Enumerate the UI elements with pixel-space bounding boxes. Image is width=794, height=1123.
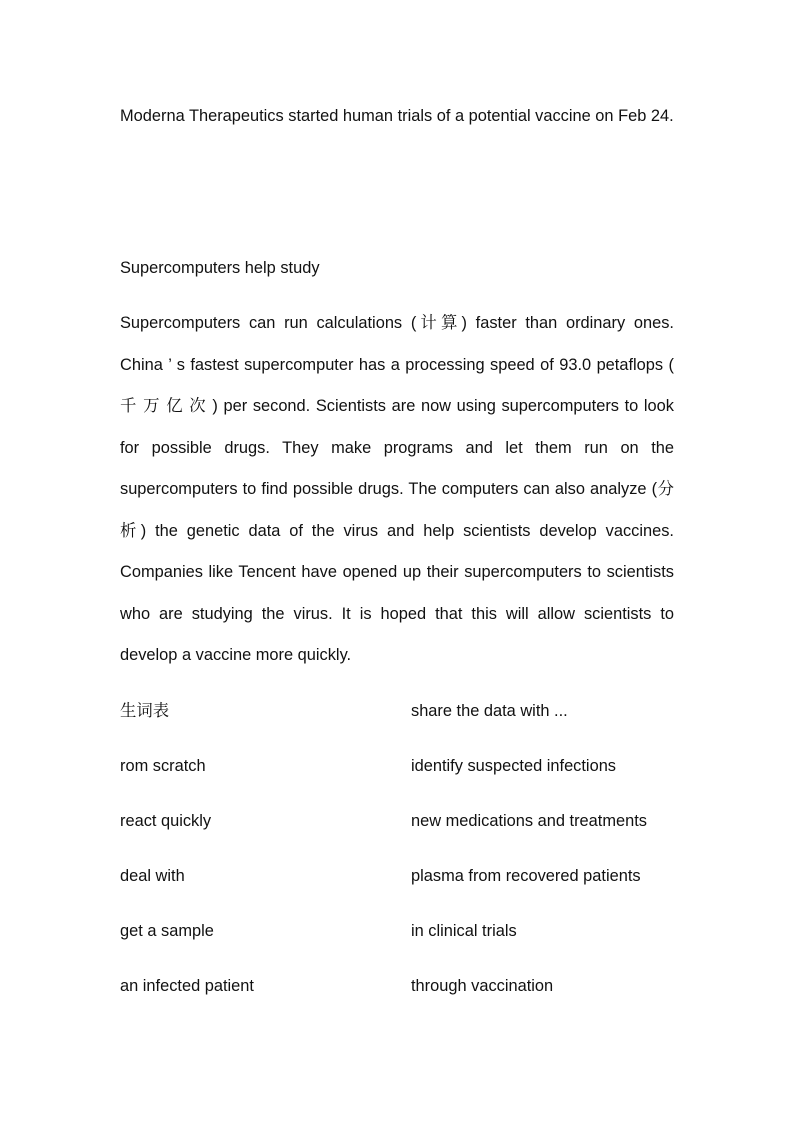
vocabulary-heading-right: share the data with ... (411, 702, 568, 720)
intro-paragraph: Moderna Therapeutics started human trials of a potential vaccine on Feb 24. (120, 107, 674, 125)
vocabulary-term: rom scratch (120, 757, 206, 775)
vocabulary-term: plasma from recovered patients (411, 867, 641, 885)
vocabulary-row (120, 746, 694, 801)
vocabulary-term: identify suspected infections (411, 757, 617, 775)
vocabulary-term: get a sample (120, 922, 214, 940)
vocabulary-term: an infected patient (120, 977, 254, 995)
vocabulary-row (120, 856, 694, 911)
body-paragraph: Supercomputers can run calculations (计算) faster than ordinary ones. China ’ s fastest supercomputer has a processing speed of 93.0 petaflops ( 千 万 亿 次 ) per second. Scientists are now using supercomputers to look for possible drugs. They make programs and let them run on the supercomputers to find possible drugs. The computers can also analyze (分析) the genetic data of the virus and help scientists develop vaccines. Companies like Tencent have opened up their supercomputers to scientists who are studying the virus. It is hoped that this will allow scientists to develop a vaccine more quickly. (120, 314, 674, 664)
vocabulary-term: in clinical trials (411, 922, 517, 940)
vocabulary-row (120, 966, 694, 1021)
vocabulary-list (120, 746, 694, 1021)
vocabulary-term: deal with (120, 867, 185, 885)
vocabulary-heading: 生词表 (120, 702, 170, 720)
vocabulary-term: react quickly (120, 812, 212, 830)
vocabulary-row (120, 911, 694, 966)
vocabulary-row (120, 801, 694, 856)
vocabulary-term: through vaccination (411, 977, 554, 995)
section-title: Supercomputers help study (120, 259, 320, 277)
vocabulary-term: new medications and treatments (411, 812, 647, 830)
